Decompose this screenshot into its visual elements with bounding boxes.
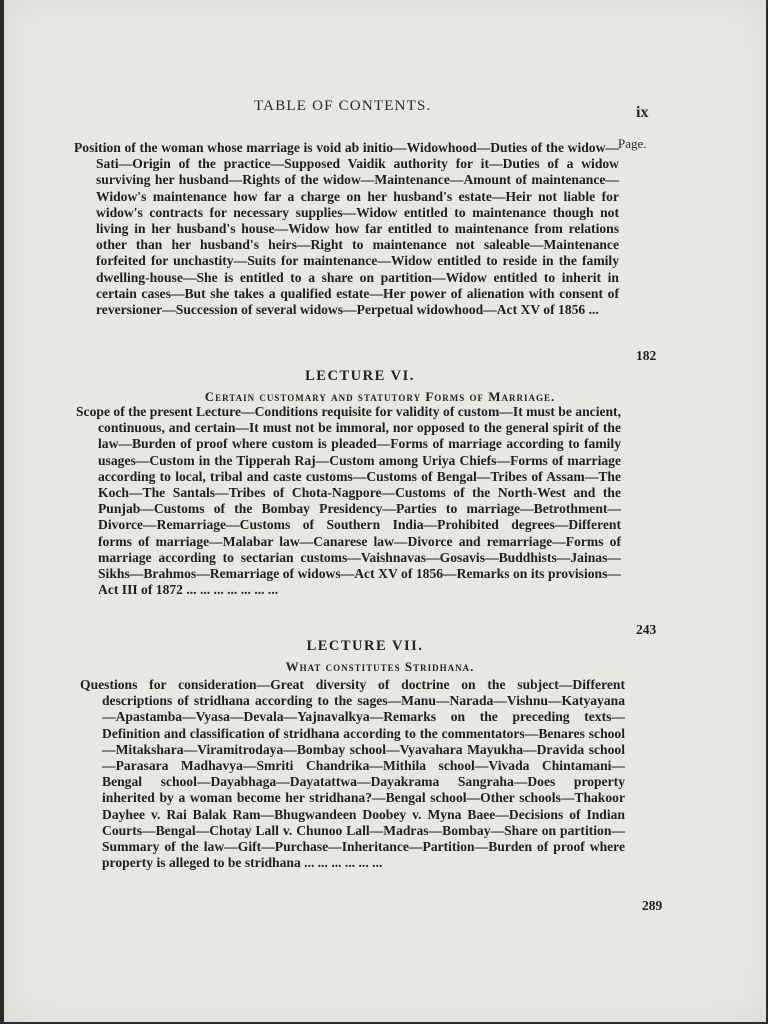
book-page [4, 0, 766, 1022]
lecture-vii-page-number: 289 [642, 898, 663, 913]
lecture-vii-subtitle: What constitutes Stridhana. [285, 659, 475, 674]
running-head: TABLE OF CONTENTS. [254, 98, 432, 114]
lecture-vi-title: LECTURE VI. [305, 368, 415, 384]
lecture-vi-page-number: 243 [636, 622, 657, 637]
lecture-vi-subtitle: Certain customary and statutory Forms of Marriage. [204, 389, 556, 404]
lecture-vii-text: Questions for consideration—Great diversity of doctrine on the subject—Different descriptions of stridhana according to the sages—Manu—Narada—Vishnu—Katyayana—Apastamba—Vyasa—Devala—Yajnavalkya—Remarks on the preceding texts—Definition and classification of stridhana according to the commentators—Benares school—Mitakshara—Viramitrodaya—Bombay school—Vyavahara Mayukha—Dravida school—Parasara Madhavya—Smriti Chandrika—Mithila school—Vivada Chintamani—Bengal school—Dayabhaga—Dayatattwa—Dayakrama Sangraha—Does property inherited by a woman become her stridhana?—Bengal school—Other schools—Thakoor Dayhee v. Rai Balak Ram—Bhugwandeen Doobey v. Myna Baee—Decisions of Indian Courts—Bengal—Chotay Lall v. Chunoo Lall—Madras—Bombay—Share on partition—Summary of the law—Gift—Purchase—Inheritance—Partition—Burden of proof where property is alleged to be stridhana ... ... ... ... ... ... [80, 677, 625, 871]
page-column-label: Page. [618, 136, 647, 151]
page-number: ix [636, 104, 649, 121]
lecture-vii-title: LECTURE VII. [306, 638, 424, 654]
toc-entry-text: Position of the woman whose marriage is void ab initio—Widowhood—Duties of the widow—Sati—Origin of the practice—Supposed Vaidik authority for it—Duties of a widow surviving her husband—Rights of the widow—Maintenance—Amount of maintenance—Widow's maintenance how far a charge on her husband's estate—Heir not liable for widow's contracts for necessary supplies—Widow entitled to maintenance though not living in her husband's house—Widow how far entitled to maintenance from relations other than her husband's heirs—Right to maintenance not saleable—Maintenance forfeited for unchastity—Suits for maintenance—Widow entitled to reside in the family dwelling-house—She is entitled to a share on partition—Widow entitled to inherit in certain cases—But she takes a qualified estate—Her power of alienation with consent of reversioner—Succession of several widows—Perpetual widowhood—Act XV of 1856 ... [74, 140, 619, 318]
toc-entry-continuation [74, 140, 619, 318]
lecture-vi-text: Scope of the present Lecture—Conditions requisite for validity of custom—It must be ancient, continuous, and certain—It must not be immoral, nor opposed to the general spirit of the law—Burden of proof where custom is pleaded—Forms of marriage according to family usages—Custom in the Tipperah Raj—Custom among Uriya Chiefs—Forms of marriage according to local, tribal and caste customs—Customs of Bengal—Tribes of Assam—The Koch—The Santals—Tribes of Chota-Nagpore—Customs of the North-West and the Punjab—Customs of the Bombay Presidency—Parties to marriage—Betrothment—Divorce—Remarriage—Customs of Southern India—Prohibited degrees—Different forms of marriage—Malabar law—Canarese law—Divorce and remarriage—Forms of marriage according to sectarian customs—Vaishnavas—Gosavis—Buddhists—Jainas—Sikhs—Brahmos—Remarriage of widows—Act XV of 1856—Remarks on its provisions—Act III of 1872 ... ... ... ... ... ... ... [76, 404, 621, 598]
lecture-vii-contents [80, 677, 625, 871]
toc-page-number: 182 [636, 348, 657, 363]
lecture-vi-contents [76, 404, 621, 598]
